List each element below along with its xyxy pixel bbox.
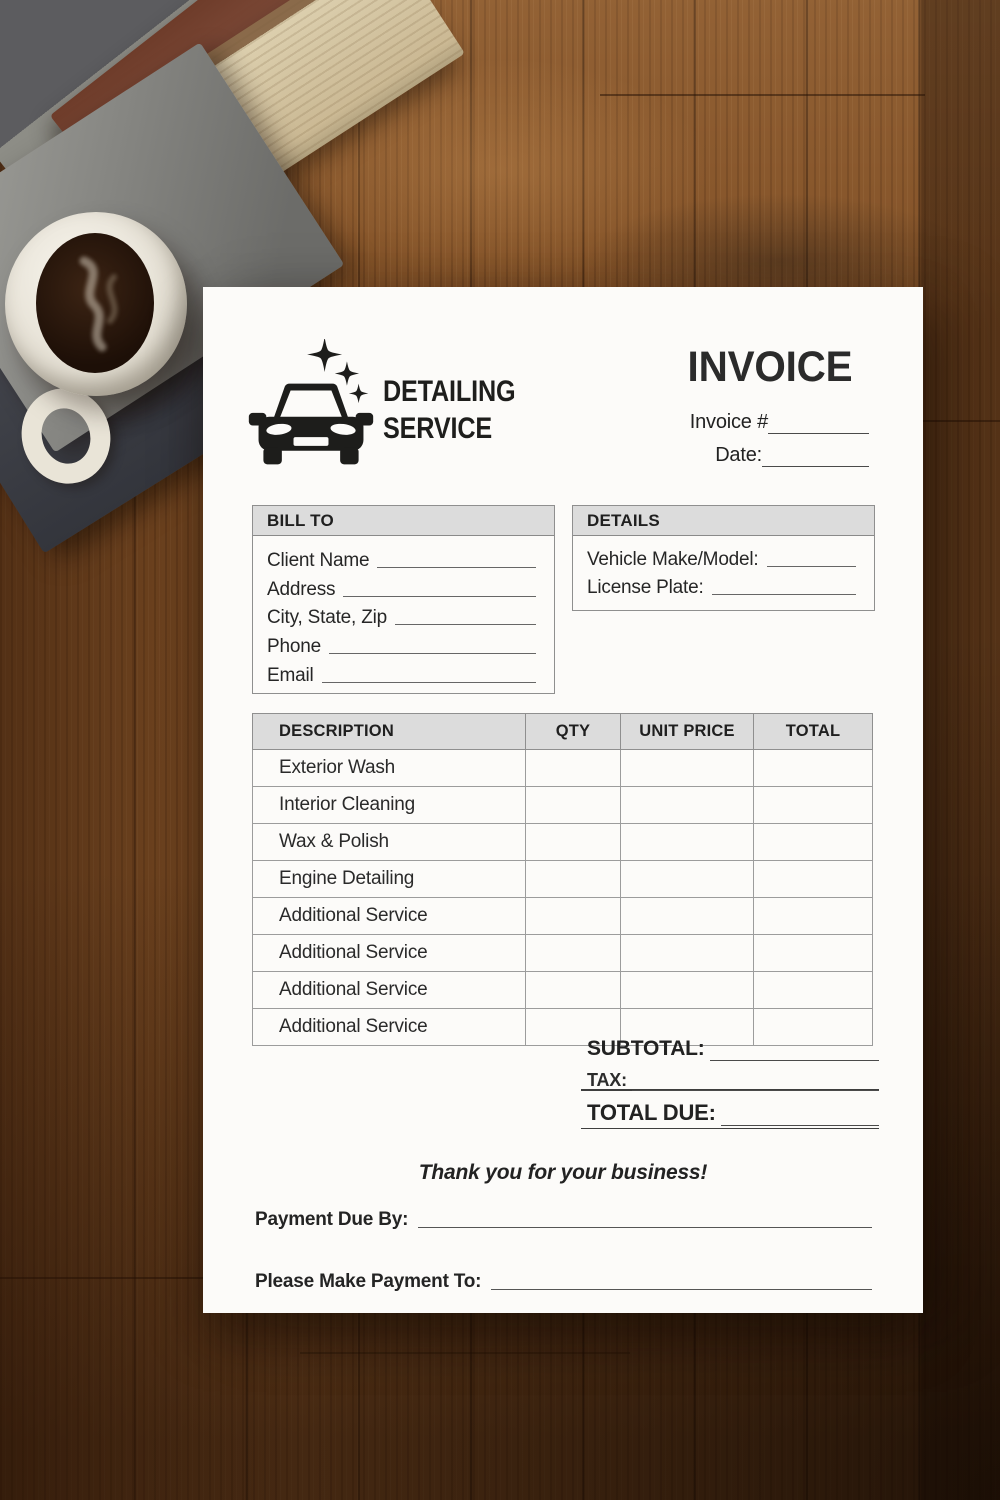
blank-line <box>712 580 856 595</box>
payment-to-label: Please Make Payment To: <box>255 1271 482 1292</box>
description-cell: Additional Service <box>253 972 526 1009</box>
details-box <box>572 505 875 611</box>
total-cell <box>754 787 873 824</box>
field-label: Vehicle Make/Model: <box>587 549 759 570</box>
coffee-steam-swirl <box>36 233 154 373</box>
unit-price-cell <box>621 787 754 824</box>
unit-price-cell <box>621 898 754 935</box>
qty-cell <box>526 824 621 861</box>
date-row <box>715 444 869 467</box>
table-row <box>253 861 873 898</box>
bill-to-header: BILL TO <box>253 506 554 536</box>
table-row <box>253 824 873 861</box>
blank-line <box>395 610 536 625</box>
payment-due-label: Payment Due By: <box>255 1209 409 1230</box>
description-cell: Additional Service <box>253 1009 526 1046</box>
field-row-phone <box>267 629 538 658</box>
line-items-table <box>252 713 873 1046</box>
table-row <box>253 750 873 787</box>
col-header-total: TOTAL <box>754 714 873 750</box>
field-row-vehicle <box>587 543 858 571</box>
description-cell: Additional Service <box>253 935 526 972</box>
bill-to-box <box>252 505 555 694</box>
total-cell <box>754 824 873 861</box>
qty-cell <box>526 787 621 824</box>
qty-cell <box>526 935 621 972</box>
payment-to-row <box>255 1271 872 1293</box>
coffee-surface <box>36 233 154 373</box>
coffee-cup <box>5 212 187 396</box>
tax-blank-line <box>632 1070 879 1091</box>
brand-line1: DETAILING <box>383 375 516 408</box>
payment-due-row <box>255 1209 872 1231</box>
car-sparkle-icon <box>243 339 379 475</box>
invoice-number-blank-line <box>768 411 869 434</box>
invoice-number-row <box>690 411 869 434</box>
col-header-unit-price: UNIT PRICE <box>621 714 754 750</box>
tax-label: TAX: <box>587 1070 627 1090</box>
col-header-qty: QTY <box>526 714 621 750</box>
total-due-row <box>587 1100 879 1126</box>
description-cell: Additional Service <box>253 898 526 935</box>
payment-to-blank-line <box>491 1273 872 1290</box>
table-row <box>253 898 873 935</box>
unit-price-cell <box>621 824 754 861</box>
field-label: Client Name <box>267 549 370 571</box>
tax-row <box>587 1070 879 1091</box>
field-row-client-name <box>267 543 538 572</box>
brand-name <box>383 373 515 447</box>
details-header: DETAILS <box>573 506 874 536</box>
blank-line <box>377 553 536 568</box>
total-due-blank-line <box>721 1105 879 1126</box>
field-label: License Plate: <box>587 577 704 598</box>
total-cell <box>754 935 873 972</box>
description-cell: Interior Cleaning <box>253 787 526 824</box>
plank-seam <box>600 94 925 96</box>
field-row-address <box>267 572 538 601</box>
blank-line <box>767 552 856 567</box>
date-blank-line <box>762 444 869 467</box>
invoice-document <box>203 287 923 1313</box>
table-row <box>253 972 873 1009</box>
total-cell <box>754 861 873 898</box>
plank-seam <box>300 1352 630 1354</box>
totals-section <box>587 1037 879 1129</box>
table-row <box>253 935 873 972</box>
subtotal-blank-line <box>710 1040 879 1061</box>
unit-price-cell <box>621 750 754 787</box>
thank-you-message: Thank you for your business! <box>418 1161 708 1184</box>
qty-cell <box>526 861 621 898</box>
qty-cell <box>526 972 621 1009</box>
invoice-title: INVOICE <box>687 343 853 391</box>
plank-seam <box>0 1277 203 1279</box>
plank-seam <box>922 420 1000 422</box>
description-cell: Exterior Wash <box>253 750 526 787</box>
field-row-license-plate <box>587 571 858 599</box>
details-fields <box>573 536 874 599</box>
bill-to-fields <box>253 536 554 687</box>
table-header-row <box>253 714 873 750</box>
description-cell: Wax & Polish <box>253 824 526 861</box>
totals-bottom-line <box>581 1128 879 1129</box>
subtotal-label: SUBTOTAL: <box>587 1037 705 1060</box>
field-label: Phone <box>267 636 321 658</box>
subtotal-row <box>587 1037 879 1061</box>
col-header-description: DESCRIPTION <box>253 714 526 750</box>
description-cell: Engine Detailing <box>253 861 526 898</box>
total-cell <box>754 898 873 935</box>
field-row-city-state-zip <box>267 601 538 630</box>
field-label: City, State, Zip <box>267 607 387 629</box>
blank-line <box>322 668 536 683</box>
payment-due-blank-line <box>418 1211 872 1228</box>
table-row <box>253 787 873 824</box>
field-label: Email <box>267 664 314 686</box>
total-cell <box>754 750 873 787</box>
total-cell <box>754 972 873 1009</box>
unit-price-cell <box>621 935 754 972</box>
qty-cell <box>526 750 621 787</box>
field-row-email <box>267 658 538 687</box>
blank-line <box>343 582 536 597</box>
date-label: Date: <box>715 444 762 466</box>
field-label: Address <box>267 578 336 600</box>
total-due-label: TOTAL DUE: <box>587 1100 716 1125</box>
brand-line2: SERVICE <box>383 412 493 445</box>
blank-line <box>329 639 536 654</box>
unit-price-cell <box>621 972 754 1009</box>
invoice-number-label: Invoice # <box>689 411 768 433</box>
qty-cell <box>526 898 621 935</box>
unit-price-cell <box>621 861 754 898</box>
